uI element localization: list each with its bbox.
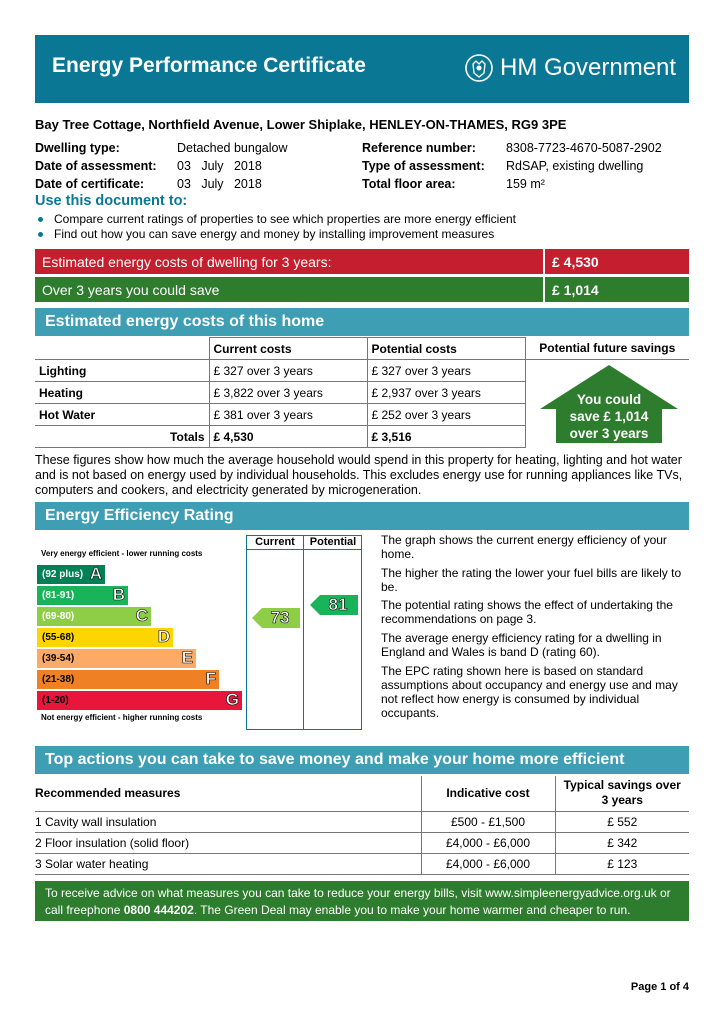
- detail-label: Date of assessment:: [35, 159, 157, 173]
- band-letter: E: [181, 648, 193, 667]
- header-cost: Indicative cost: [421, 776, 555, 811]
- band-range: (81-91): [42, 590, 75, 601]
- footer-text: . The Green Deal may enable you to make your home warmer and cheaper to run.: [193, 903, 631, 917]
- details-left: [35, 139, 288, 193]
- cost-row-current: £ 381 over 3 years: [209, 404, 367, 426]
- current-rating-arrow: [252, 608, 300, 628]
- cost-row-name: Lighting: [35, 360, 209, 382]
- band-c: [37, 607, 151, 626]
- rating-section-title: Energy Efficiency Rating: [35, 502, 689, 530]
- property-address: Bay Tree Cottage, Northfield Avenue, Lower Shiplake, HENLEY-ON-THAMES, RG9 3PE: [35, 117, 567, 132]
- page-title: Energy Performance Certificate: [52, 54, 366, 77]
- header-savings: Typical savings over 3 years: [555, 776, 689, 811]
- footer-line: [45, 902, 679, 919]
- rating-note: The potential rating shows the effect of undertaking the recommendations on page 3.: [381, 598, 673, 626]
- detail-value: RdSAP, existing dwelling: [506, 159, 644, 173]
- details-right: [362, 139, 662, 193]
- table-row: [35, 832, 689, 853]
- rating-bottom-note: Not energy efficient - higher running costs: [41, 713, 203, 722]
- detail-label: Total floor area:: [362, 177, 456, 191]
- table-row: [35, 811, 689, 832]
- band-e: [37, 649, 196, 668]
- totals-label: Totals: [35, 426, 209, 448]
- detail-row: [362, 139, 662, 157]
- use-bullet-text: Compare current ratings of properties to see which properties are more energy efficient: [54, 212, 517, 226]
- measure-name: 1 Cavity wall insulation: [35, 811, 421, 832]
- rating-top-note: Very energy efficient - lower running costs: [41, 549, 203, 558]
- band-letter: G: [225, 690, 239, 709]
- measure-saving: £ 342: [555, 832, 689, 853]
- rating-note: The average energy efficiency rating for a dwelling in England and Wales is band D (rating 60).: [381, 631, 662, 659]
- band-range: (55-68): [42, 632, 75, 643]
- table-row: [35, 853, 689, 874]
- savings-arrow-text: [540, 391, 678, 442]
- detail-value: Detached bungalow: [177, 141, 288, 155]
- measure-saving: £ 552: [555, 811, 689, 832]
- potential-column-header: Potential: [304, 535, 362, 550]
- band-range: (1-20): [42, 695, 69, 706]
- cost-row-name: Hot Water: [35, 404, 209, 426]
- rating-note: The higher the rating the lower your fuel bills are likely to be.: [381, 566, 682, 594]
- band-f: [37, 670, 219, 689]
- detail-label: Date of certificate:: [35, 177, 145, 191]
- footer-text: call freephone: [45, 903, 124, 917]
- cost-row-current: £ 3,822 over 3 years: [209, 382, 367, 404]
- rating-note: The graph shows the current energy efficiency of your home.: [381, 533, 667, 561]
- band-range: (92 plus): [42, 569, 84, 580]
- detail-label: Type of assessment:: [362, 159, 485, 173]
- measures-table: [35, 776, 689, 875]
- savings-line: over 3 years: [569, 426, 649, 441]
- actions-section-title: Top actions you can take to save money and make your home more efficient: [35, 746, 689, 774]
- header-measures: Recommended measures: [35, 776, 421, 811]
- costs-header-blank: [35, 338, 209, 360]
- rating-chart: [35, 535, 362, 730]
- costs-header-current: Current costs: [209, 338, 367, 360]
- measure-saving: £ 123: [555, 853, 689, 874]
- measure-name: 3 Solar water heating: [35, 853, 421, 874]
- totals-current: £ 4,530: [209, 426, 367, 448]
- measure-cost: £4,000 - £6,000: [421, 832, 555, 853]
- hm-government-logo: [464, 53, 676, 83]
- page-number: Page 1 of 4: [630, 981, 689, 993]
- costs-section-title: Estimated energy costs of this home: [35, 308, 689, 336]
- detail-row: [35, 157, 288, 175]
- band-range: (69-80): [42, 611, 75, 622]
- bullet-icon: [38, 217, 43, 222]
- band-letter: B: [112, 585, 125, 604]
- measure-cost: £500 - £1,500: [421, 811, 555, 832]
- band-range: (21-38): [42, 674, 75, 685]
- advice-footer: [35, 881, 689, 921]
- savings-line: You could: [576, 392, 642, 407]
- totals-potential: £ 3,516: [367, 426, 525, 448]
- savings-house-arrow: [540, 365, 678, 448]
- cost-row-potential: £ 252 over 3 years: [367, 404, 525, 426]
- costs-header-row: [35, 338, 689, 360]
- band-g: [37, 691, 242, 710]
- current-column-header: Current: [246, 535, 304, 550]
- detail-value: 03 July 2018: [177, 177, 262, 191]
- band-b: [37, 586, 128, 605]
- costs-header-savings: Potential future savings: [525, 338, 689, 360]
- detail-label: Reference number:: [362, 141, 476, 155]
- measure-cost: £4,000 - £6,000: [421, 853, 555, 874]
- detail-row: [362, 157, 662, 175]
- band-d: [37, 628, 173, 647]
- freephone-number: 0800 444202: [123, 903, 194, 917]
- costs-description: These figures show how much the average household would spend in this property for heating, lighting and hot water and is not based on energy used by individual households. This excludes energy use for running appliances like TVs, computers and cookers, and electricity generated by microgeneration.: [35, 453, 683, 497]
- current-rating-value: 73: [270, 608, 290, 627]
- estimated-cost-value: £ 4,530: [545, 249, 689, 274]
- rating-note: The EPC rating shown here is based on standard assumptions about occupancy and energy use and may not reflect how energy is consumed by individual occupants.: [381, 664, 678, 720]
- savings-line: save £ 1,014: [569, 409, 649, 424]
- detail-row: [35, 175, 288, 193]
- cost-row-potential: £ 327 over 3 years: [367, 360, 525, 382]
- hm-government-text: HM Government: [500, 54, 677, 81]
- savings-value: £ 1,014: [545, 277, 689, 302]
- use-bullet-text: Find out how you can save energy and money by installing improvement measures: [54, 227, 495, 241]
- cost-row-name: Heating: [35, 382, 209, 404]
- band-letter: A: [89, 564, 102, 583]
- measures-header-row: [35, 776, 689, 811]
- detail-label: Dwelling type:: [35, 141, 120, 155]
- band-letter: D: [157, 627, 170, 646]
- crest-icon: [464, 53, 494, 83]
- band-range: (39-54): [42, 653, 75, 664]
- band-a: [37, 565, 105, 584]
- use-bullet: [35, 212, 516, 226]
- detail-value: 03 July 2018: [177, 159, 262, 173]
- detail-row: [362, 175, 662, 193]
- use-document-heading: Use this document to:: [35, 193, 188, 209]
- estimated-cost-label: Estimated energy costs of dwelling for 3 years:: [35, 249, 543, 274]
- cost-row-potential: £ 2,937 over 3 years: [367, 382, 525, 404]
- band-letter: C: [135, 606, 148, 625]
- potential-rating-value: 81: [328, 595, 348, 614]
- use-bullet: [35, 227, 494, 241]
- current-column: [246, 535, 304, 730]
- potential-column: [304, 535, 362, 730]
- footer-line: To receive advice on what measures you can take to reduce your energy bills, visit www.simpleenergyadvice.org.uk or: [45, 886, 671, 900]
- band-letter: F: [205, 669, 216, 688]
- detail-row: [35, 139, 288, 157]
- cost-row-current: £ 327 over 3 years: [209, 360, 367, 382]
- potential-rating-arrow: [310, 595, 358, 615]
- costs-header-potential: Potential costs: [367, 338, 525, 360]
- measure-name: 2 Floor insulation (solid floor): [35, 832, 421, 853]
- bullet-icon: [38, 232, 43, 237]
- detail-value: 159 m²: [506, 177, 545, 191]
- savings-label: Over 3 years you could save: [35, 277, 543, 302]
- detail-value: 8308-7723-4670-5087-2902: [506, 141, 662, 155]
